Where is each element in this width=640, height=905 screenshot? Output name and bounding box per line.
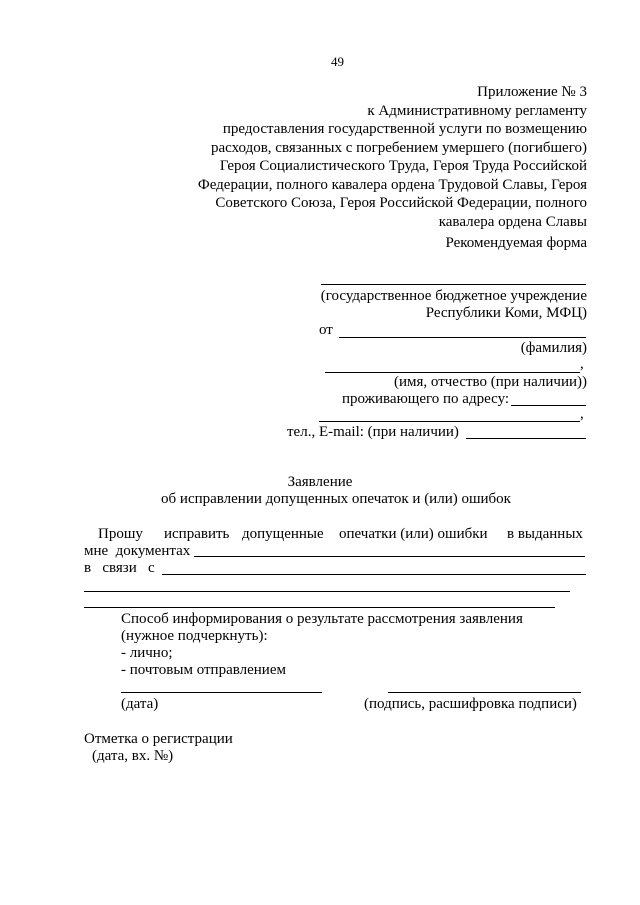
reason-line-2[interactable]	[84, 591, 570, 592]
request-word: допущенные	[242, 526, 324, 542]
from-label: от	[319, 322, 333, 338]
page-number: 49	[331, 54, 344, 69]
appendix-line: Героя Социалистического Труда, Героя Труда Российской	[219, 158, 587, 174]
contact-line[interactable]	[466, 438, 586, 439]
notification-instruction: (нужное подчеркнуть):	[121, 628, 268, 644]
notification-heading: Способ информирования о результате рассмотрения заявления	[121, 611, 523, 627]
option-in-person[interactable]: - лично;	[121, 645, 173, 661]
statement-subtitle: об исправлении допущенных опечаток и (или) ошибок	[161, 491, 511, 507]
name-hint: (имя, отчество (при наличии))	[393, 374, 587, 390]
documents-label: мне документах	[84, 543, 191, 559]
date-line[interactable]	[121, 692, 322, 693]
signature-hint: (подпись, расшифровка подписи)	[364, 696, 577, 712]
documents-line[interactable]	[194, 556, 585, 557]
appendix-line: к Административному регламенту	[367, 102, 587, 119]
appendix-header	[198, 83, 587, 231]
signature-line[interactable]	[388, 692, 581, 693]
appendix-line: кавалера ордена Славы	[438, 213, 587, 230]
registration-label: Отметка о регистрации	[84, 731, 233, 747]
registration-hint: (дата, вх. №)	[92, 748, 174, 764]
from-line[interactable]	[339, 337, 586, 338]
institution-line[interactable]	[321, 284, 586, 285]
recommended-form-label: Рекомендуемая форма	[445, 235, 587, 251]
address-line-2[interactable]	[319, 421, 580, 422]
surname-hint: (фамилия)	[520, 340, 587, 356]
request-word: опечатки (или) ошибки	[339, 526, 488, 542]
address-line-1[interactable]	[511, 405, 586, 406]
reason-line-1[interactable]	[162, 574, 586, 575]
name-comma: ,	[580, 356, 584, 372]
contact-label: тел., E-mail: (при наличии)	[287, 424, 459, 440]
name-line[interactable]	[325, 372, 580, 373]
request-word: в выданных	[507, 526, 583, 542]
option-by-mail[interactable]: - почтовым отправлением	[121, 662, 286, 678]
appendix-title: Приложение № 3	[477, 84, 587, 100]
request-word: Прошу	[98, 526, 143, 542]
appendix-line: Федерации, полного кавалера ордена Трудовой Славы, Героя	[197, 176, 587, 193]
address-comma: ,	[580, 406, 584, 422]
institution-hint-2: Республики Коми, МФЦ)	[425, 305, 587, 321]
appendix-line: предоставления государственной услуги по возмещению	[222, 121, 587, 137]
request-word: исправить	[164, 526, 230, 542]
date-hint: (дата)	[121, 696, 159, 712]
reason-line-3[interactable]	[84, 607, 555, 608]
address-label: проживающего по адресу:	[342, 391, 510, 407]
statement-title: Заявление	[287, 474, 353, 490]
reason-label: в связи с	[84, 560, 155, 576]
appendix-line: расходов, связанных с погребением умершего (погибшего)	[210, 139, 587, 156]
institution-hint-1: (государственное бюджетное учреждение	[320, 288, 587, 304]
appendix-line: Советского Союза, Героя Российской Федерации, полного	[215, 195, 587, 211]
